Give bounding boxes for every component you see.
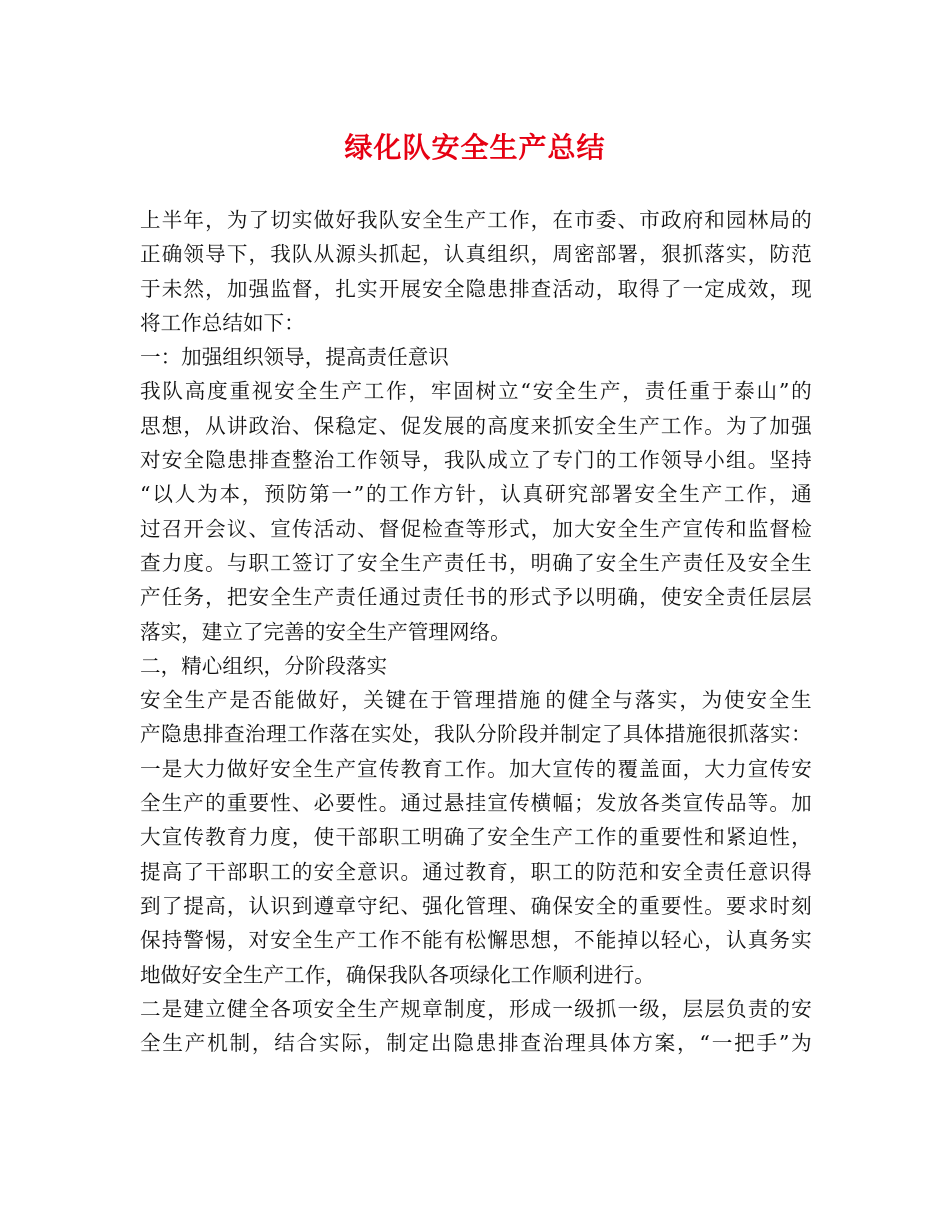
text-line: 大 宣 传 教 育 力 度 ， 使 干 部 职 工 明 确 了 安 全 生 产 工 作 的 重 要 性 和 紧 迫 性 ，: [140, 825, 812, 850]
text-line: 全 生 产 的 重 要 性 、 必 要 性 。 通 过 悬 挂 宣 传 横 幅 ； 发 放 各 类 宣 传 品 等 。 加: [140, 791, 812, 816]
text-line: 全 生 产 机 制 ， 结 合 实 际 ， 制 定 出 隐 患 排 查 治 理 具 体 方 案 ， “ 一 把 手 ” 为: [140, 1031, 812, 1056]
text-line: 过 召 开 会 议 、 宣 传 活 动 、 督 促 检 查 等 形 式 ， 加 大 安 全 生 产 宣 传 和 监 督 检: [140, 516, 812, 541]
text-line: 对 安 全 隐 患 排 查 整 治 工 作 领 导 ， 我 队 成 立 了 专 门 的 工 作 领 导 小 组 。 坚 持: [140, 448, 812, 473]
text-line: 安 全 生 产 是 否 能 做 好 ， 关 键 在 于 管 理 措 施 的 健 全 与 落 实 ， 为 使 安 全 生: [140, 688, 812, 713]
text-line: 到 了 提 高 ， 认 识 到 遵 章 守 纪 、 强 化 管 理 、 确 保 安 全 的 重 要 性 。 要 求 时 刻: [140, 893, 812, 918]
text-line: 一 是 大 力 做 好 安 全 生 产 宣 传 教 育 工 作 。 加 大 宣 传 的 覆 盖 面 ， 大 力 宣 传 安: [140, 756, 812, 781]
text-line: 保 持 警 惕 ， 对 安 全 生 产 工 作 不 能 有 松 懈 思 想 ， 不 能 掉 以 轻 心 ， 认 真 务 实: [140, 928, 812, 953]
text-line: 产 任 务 ， 把 安 全 生 产 责 任 通 过 责 任 书 的 形 式 予 以 明 确 ， 使 安 全 责 任 层 层: [140, 585, 812, 610]
text-line: 正 确 领 导 下 ， 我 队 从 源 头 抓 起 ， 认 真 组 织 ， 周 密 部 署 ， 狠 抓 落 实 ， 防 范: [140, 242, 812, 267]
text-line: “ 以 人 为 本 ， 预 防 第 一 ” 的 工 作 方 针 ， 认 真 研 究 部 署 安 全 生 产 工 作 ， 通: [140, 482, 812, 507]
text-line: 于 未 然 ， 加 强 监 督 ， 扎 实 开 展 安 全 隐 患 排 查 活 动 ， 取 得 了 一 定 成 效 ， 现: [140, 276, 812, 301]
text-line: 上 半 年 ， 为 了 切 实 做 好 我 队 安 全 生 产 工 作 ， 在 市 委 、 市 政 府 和 园 林 局 的: [140, 208, 812, 232]
text-line: 我 队 高 度 重 视 安 全 生 产 工 作 ， 牢 固 树 立 “ 安 全 生 产 ， 责 任 重 于 泰 山 ” 的: [140, 379, 812, 404]
text-line: 落实，建立了完善的安全生产管理网络。: [140, 619, 511, 644]
text-line: 提 高 了 干 部 职 工 的 安 全 意 识 。 通 过 教 育 ， 职 工 的 防 范 和 安 全 责 任 意 识 得: [140, 859, 812, 884]
document-title: 绿化队安全生产总结: [344, 131, 606, 164]
document-body: [140, 203, 812, 1060]
text-line: 地做好安全生产工作，确保我队各项绿化工作顺利进行。: [140, 962, 655, 987]
text-line: 产 隐 患 排 查 治 理 工 作 落 在 实 处 ， 我 队 分 阶 段 并 制 定 了 具 体 措 施 很 抓 落 实 ：: [140, 722, 812, 747]
text-line: 一：加强组织领导，提高责任意识: [140, 345, 449, 370]
text-line: 二，精心组织，分阶段落实: [140, 653, 388, 678]
text-line: 查 力 度 。 与 职 工 签 订 了 安 全 生 产 责 任 书 ， 明 确 了 安 全 生 产 责 任 及 安 全 生: [140, 550, 812, 575]
text-line: 思 想 ， 从 讲 政 治 、 保 稳 定 、 促 发 展 的 高 度 来 抓 安 全 生 产 工 作 。 为 了 加 强: [140, 413, 812, 438]
text-line: 二 是 建 立 健 全 各 项 安 全 生 产 规 章 制 度 ， 形 成 一 级 抓 一 级 ， 层 层 负 责 的 安: [140, 996, 812, 1021]
text-line: 将工作总结如下：: [140, 310, 305, 335]
